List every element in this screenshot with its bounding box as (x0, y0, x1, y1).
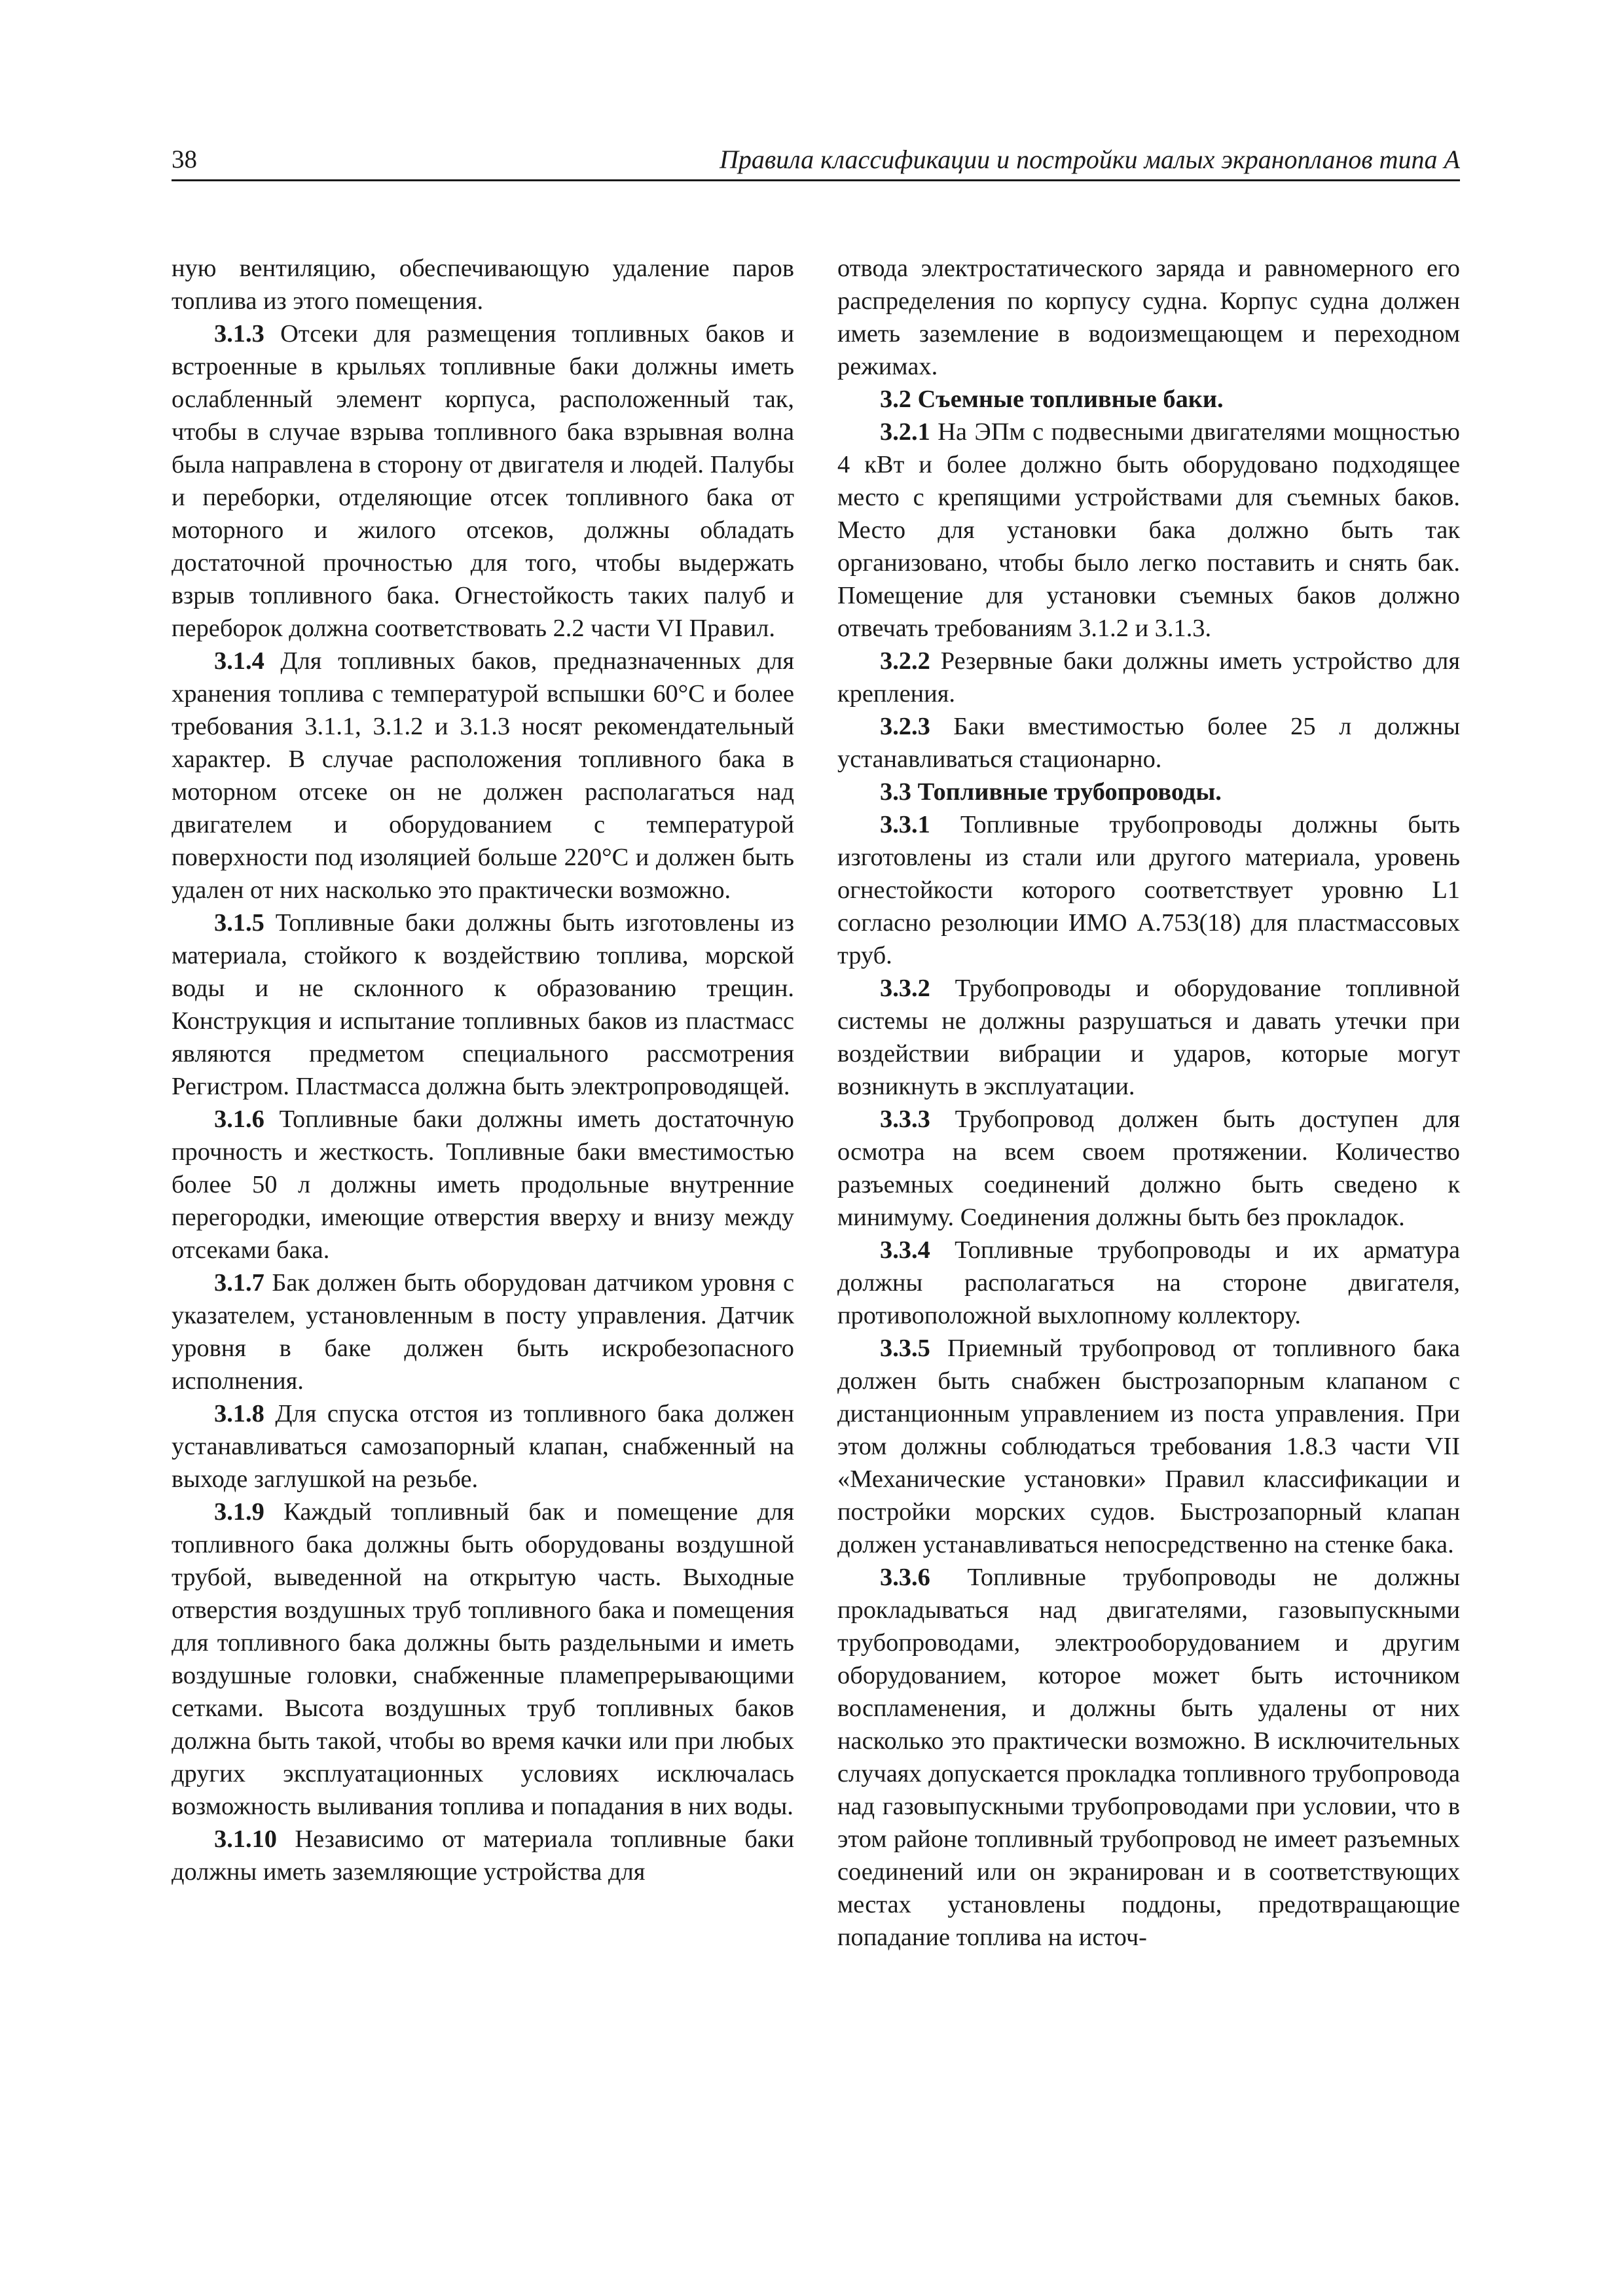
clause-number: 3.2.2 (880, 647, 930, 675)
paragraph-3-3-5: 3.3.5 Приемный трубопровод от топливного бака должен быть снабжен быстрозапорным клапаном с дистанционным управлением из поста управления. При этом должны соблюдаться требования 1.8.3 части VII «Механические установки» Правил классификации и постройки морских судов. Быстрозапорный клапан должен устанавливаться непосредственно на стенке бака. (837, 1335, 1460, 1558)
running-header (172, 143, 1460, 181)
paragraph-3-3-3: 3.3.3 Трубопровод должен быть доступен для осмотра на всем своем протяжении. Количество разъемных соединений должно быть сведено к минимуму. Соединения должны быть без прокладок. (837, 1105, 1460, 1231)
paragraph-3-2-3: 3.2.3 Баки вместимостью более 25 л должны устанавливаться стационарно. (837, 713, 1460, 773)
page-number: 38 (172, 145, 197, 173)
paragraph-3-1-4: 3.1.4 Для топливных баков, предназначенных для хранения топлива с температурой вспышки 60°С и более требования 3.1.1, 3.1.2 и 3.1.3 носят рекомендательный характер. В случае расположения топливного бака в моторном отсеке он не должен располагаться над двигателем и оборудованием с температурой поверхности под изоляцией больше 220°С и должен быть удален от них насколько это практически возможно. (172, 647, 794, 904)
paragraph-3-3-6: 3.3.6 Топливные трубопроводы не должны прокладываться над двигателями, газовыпускными трубопроводами, электрооборудованием и другим оборудованием, которое может быть источником воспламенения, и должны быть удалены от них насколько это практически возможно. В исключительных случаях допускается прокладка топливного трубопровода над газовыпускными трубопроводами при условии, что в этом районе топливный трубопровод не имеет разъемных соединений или он экранирован и в соответствующих местах установлены поддоны, предотвращающие попадание топлива на источ- (837, 1564, 1460, 1951)
clause-number: 3.1.9 (214, 1498, 264, 1526)
paragraph-3-1-6: 3.1.6 Топливные баки должны иметь достаточную прочность и жесткость. Топливные баки вместимостью более 50 л должны иметь продольные внутренние перегородки, имеющие отверстия вверху и внизу между отсеками бака. (172, 1105, 794, 1264)
clause-number: 3.1.6 (214, 1105, 264, 1133)
clause-number: 3.1.7 (214, 1269, 264, 1297)
paragraph-3-2-1: 3.2.1 На ЭПм с подвесными двигателями мощностью 4 кВт и более должно быть оборудовано подходящее место с крепящими устройствами для съемных баков. Место для установки бака должно быть так организовано, чтобы было легко поставить и снять бак. Помещение для установки съемных баков должно отвечать требованиям 3.1.2 и 3.1.3. (837, 418, 1460, 642)
paragraph-3-1-7: 3.1.7 Бак должен быть оборудован датчиком уровня с указателем, установленным в посту управления. Датчик уровня в баке должен быть искробезопасного исполнения. (172, 1269, 794, 1395)
clause-number: 3.1.4 (214, 647, 264, 675)
paragraph-3-1-10: 3.1.10 Независимо от материала топливные баки должны иметь заземляющие устройства для (172, 1825, 794, 1886)
section-heading-3-2: 3.2 Съемные топливные баки. (880, 386, 1224, 413)
section-heading-3-3: 3.3 Топливные трубопроводы. (880, 778, 1222, 806)
clause-number: 3.3.2 (880, 975, 930, 1002)
paragraph-continuation: отвода электростатического заряда и равномерного его распределения по корпусу судна. Корпус судна должен иметь заземление в водоизмещающем и переходном режимах. (837, 255, 1460, 380)
running-title: Правила классификации и постройки малых экранопланов типа А (719, 145, 1460, 174)
clause-number: 3.3.1 (880, 811, 930, 838)
clause-number: 3.1.3 (214, 320, 264, 348)
paragraph-3-3-1: 3.3.1 Топливные трубопроводы должны быть изготовлены из стали или другого материала, уровень огнестойкости которого соответствует уровню L1 согласно резолюции ИМО А.753(18) для пластмассовых труб. (837, 811, 1460, 969)
paragraph-3-3-2: 3.3.2 Трубопроводы и оборудование топливной системы не должны разрушаться и давать утечки при воздействии вибрации и ударов, которые могут возникнуть в эксплуатации. (837, 975, 1460, 1100)
paragraph-3-3-4: 3.3.4 Топливные трубопроводы и их арматура должны располагаться на стороне двигателя, противоположной выхлопному коллектору. (837, 1236, 1460, 1329)
paragraph-continuation: ную вентиляцию, обеспечивающую удаление паров топлива из этого помещения. (172, 255, 794, 315)
paragraph-3-1-8: 3.1.8 Для спуска отстоя из топливного бака должен устанавливаться самозапорный клапан, снабженный на выходе заглушкой на резьбе. (172, 1400, 794, 1493)
paragraph-3-2-2: 3.2.2 Резервные баки должны иметь устройство для крепления. (837, 647, 1460, 708)
paragraph-3-1-5: 3.1.5 Топливные баки должны быть изготовлены из материала, стойкого к воздействию топлива, морской воды и не склонного к образованию трещин. Конструкция и испытание топливных баков из пластмасс являются предметом специального рассмотрения Регистром. Пластмасса должна быть электропроводящей. (172, 909, 794, 1100)
paragraph-3-1-3: 3.1.3 Отсеки для размещения топливных баков и встроенные в крыльях топливные баки должны иметь ослабленный элемент корпуса, расположенный так, чтобы в случае взрыва топливного бака взрывная волна была направлена в сторону от двигателя и людей. Палубы и переборки, отделяющие отсек топливного бака от моторного и жилого отсеков, должны обладать достаточной прочностью для того, чтобы выдержать взрыв топливного бака. Огнестойкость таких палуб и переборок должна соответствовать 2.2 части VI Правил. (172, 320, 794, 642)
clause-number: 3.1.10 (214, 1825, 277, 1853)
left-column (172, 252, 794, 1888)
right-column (837, 252, 1460, 1954)
clause-number: 3.3.6 (880, 1564, 930, 1591)
clause-number: 3.1.5 (214, 909, 264, 937)
clause-number: 3.3.5 (880, 1335, 930, 1362)
paragraph-3-1-9: 3.1.9 Каждый топливный бак и помещение для топливного бака должны быть оборудованы воздушной трубой, выведенной на открытую часть. Выходные отверстия воздушных труб топливного бака и помещения для топливного бака должны быть раздельными и иметь воздушные головки, снабженные пламепрерывающими сетками. Высота воздушных труб топливных баков должна быть такой, чтобы во время качки или при любых других эксплуатационных условиях исключалась возможность выливания топлива и попадания в них воды. (172, 1498, 794, 1820)
clause-number: 3.3.3 (880, 1105, 930, 1133)
clause-number: 3.2.3 (880, 713, 930, 740)
clause-number: 3.3.4 (880, 1236, 930, 1264)
clause-number: 3.2.1 (880, 418, 930, 446)
clause-number: 3.1.8 (214, 1400, 264, 1427)
